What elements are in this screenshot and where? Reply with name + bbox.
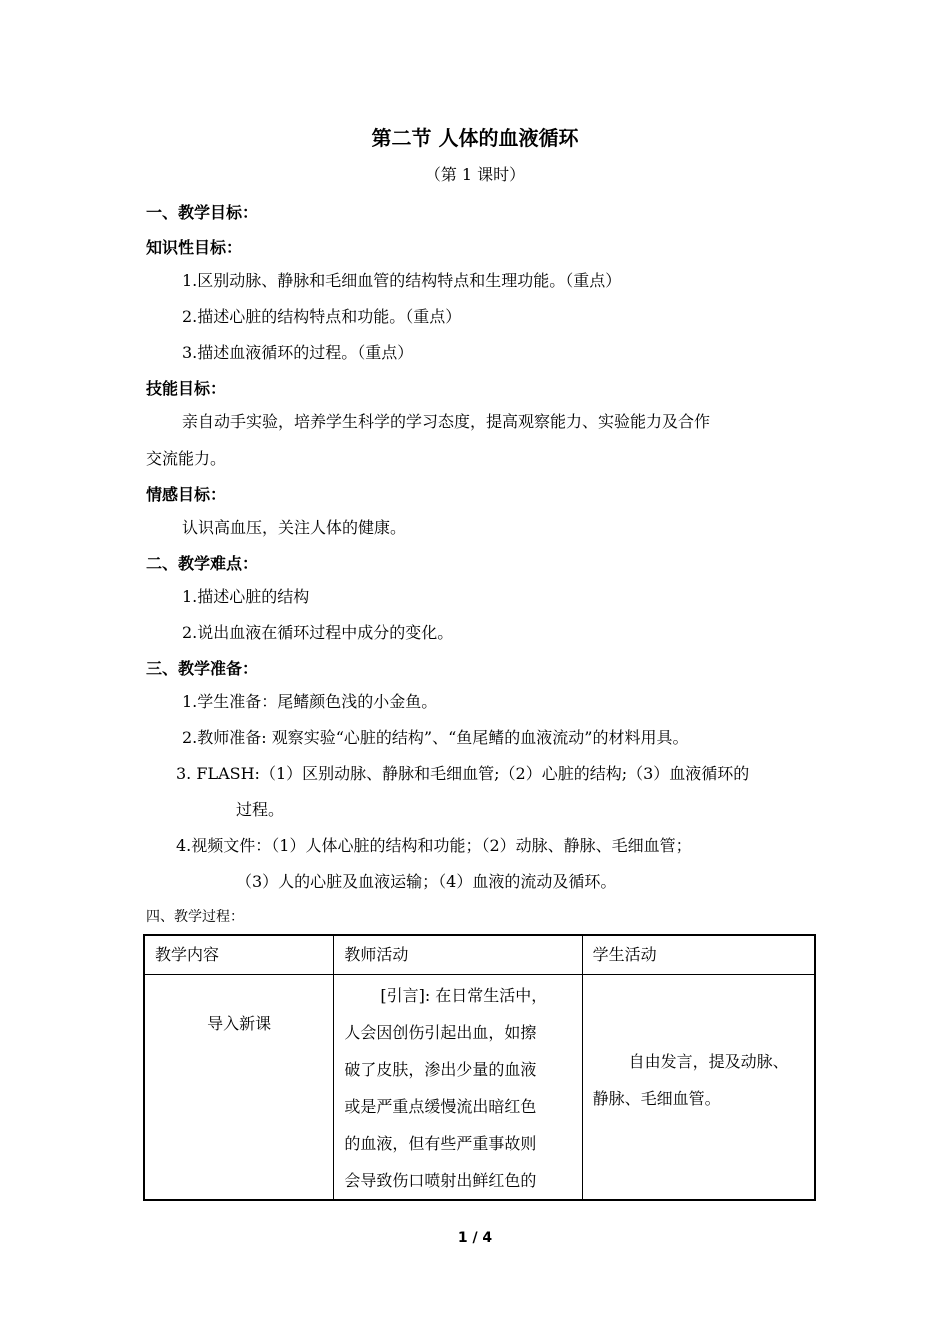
- section-heading-difficulties: 二、教学难点：: [146, 554, 259, 573]
- table-header-cell: 教学内容: [144, 935, 334, 975]
- prep-item: 1.学生准备：尾鳍颜色浅的小金鱼。: [182, 692, 438, 711]
- teacher-line: [引言]: 在日常生活中，: [380, 986, 548, 1005]
- knowledge-item: 2.描述心脏的结构特点和功能。（重点）: [182, 307, 462, 326]
- section-heading-objectives: 一、教学目标：: [146, 203, 259, 222]
- table-row: [144, 975, 815, 1201]
- page-subtitle: （第 1 课时）: [424, 165, 526, 184]
- emotion-heading: 情感目标：: [146, 485, 227, 504]
- emotion-text: 认识高血压，关注人体的健康。: [182, 518, 407, 537]
- teacher-line: 的血液，但有些严重事故则: [344, 1134, 537, 1153]
- prep-item: 2.教师准备: 观察实验“心脏的结构”、“鱼尾鳍的血液流动”的材料用具。: [182, 728, 689, 747]
- table-header-row: [144, 935, 815, 975]
- process-table: [143, 934, 816, 1201]
- student-line: 静脉、毛细血管。: [592, 1089, 721, 1108]
- difficulty-item: 2.说出血液在循环过程中成分的变化。: [182, 623, 454, 642]
- teacher-line: 会导致伤口喷射出鲜红色的: [344, 1171, 537, 1190]
- section-heading-preparation: 三、教学准备：: [146, 659, 259, 678]
- skill-heading: 技能目标：: [146, 379, 227, 398]
- table-cell-content: 导入新课: [144, 975, 334, 1201]
- knowledge-heading: 知识性目标：: [146, 238, 243, 257]
- skill-text-line2: 交流能力。: [146, 449, 227, 468]
- table-header-cell: 学生活动: [582, 935, 815, 975]
- difficulty-item: 1.描述心脏的结构: [182, 587, 310, 606]
- knowledge-item: 3.描述血液循环的过程。（重点）: [182, 343, 414, 362]
- page-number: 1 / 4: [457, 1230, 493, 1246]
- teacher-line: 破了皮肤，渗出少量的血液: [344, 1060, 537, 1079]
- prep-item: 过程。: [236, 800, 285, 819]
- skill-text-line1: 亲自动手实验，培养学生科学的学习态度，提高观察能力、实验能力及合作: [182, 412, 711, 431]
- table-cell-student: [582, 975, 815, 1201]
- teacher-line: 人会因创伤引起出血，如擦: [344, 1023, 537, 1042]
- section-heading-process: 四、教学过程：: [146, 909, 244, 925]
- student-line: 自由发言，提及动脉、: [628, 1052, 789, 1071]
- teacher-line: 或是严重点缓慢流出暗红色: [344, 1097, 537, 1116]
- prep-item: 4.视频文件：（1）人体心脏的结构和功能；（2）动脉、静脉、毛细血管；: [176, 836, 692, 855]
- table-cell-teacher: [334, 975, 582, 1201]
- page-title: 第二节 人体的血液循环: [371, 126, 579, 150]
- table-header-cell: 教师活动: [334, 935, 582, 975]
- prep-item: 3. FLASH:（1）区别动脉、静脉和毛细血管;（2）心脏的结构;（3）血液循环的: [176, 764, 750, 783]
- prep-item: （3）人的心脏及血液运输；（4）血液的流动及循环。: [236, 872, 617, 891]
- knowledge-item: 1.区别动脉、静脉和毛细血管的结构特点和生理功能。（重点）: [182, 271, 622, 290]
